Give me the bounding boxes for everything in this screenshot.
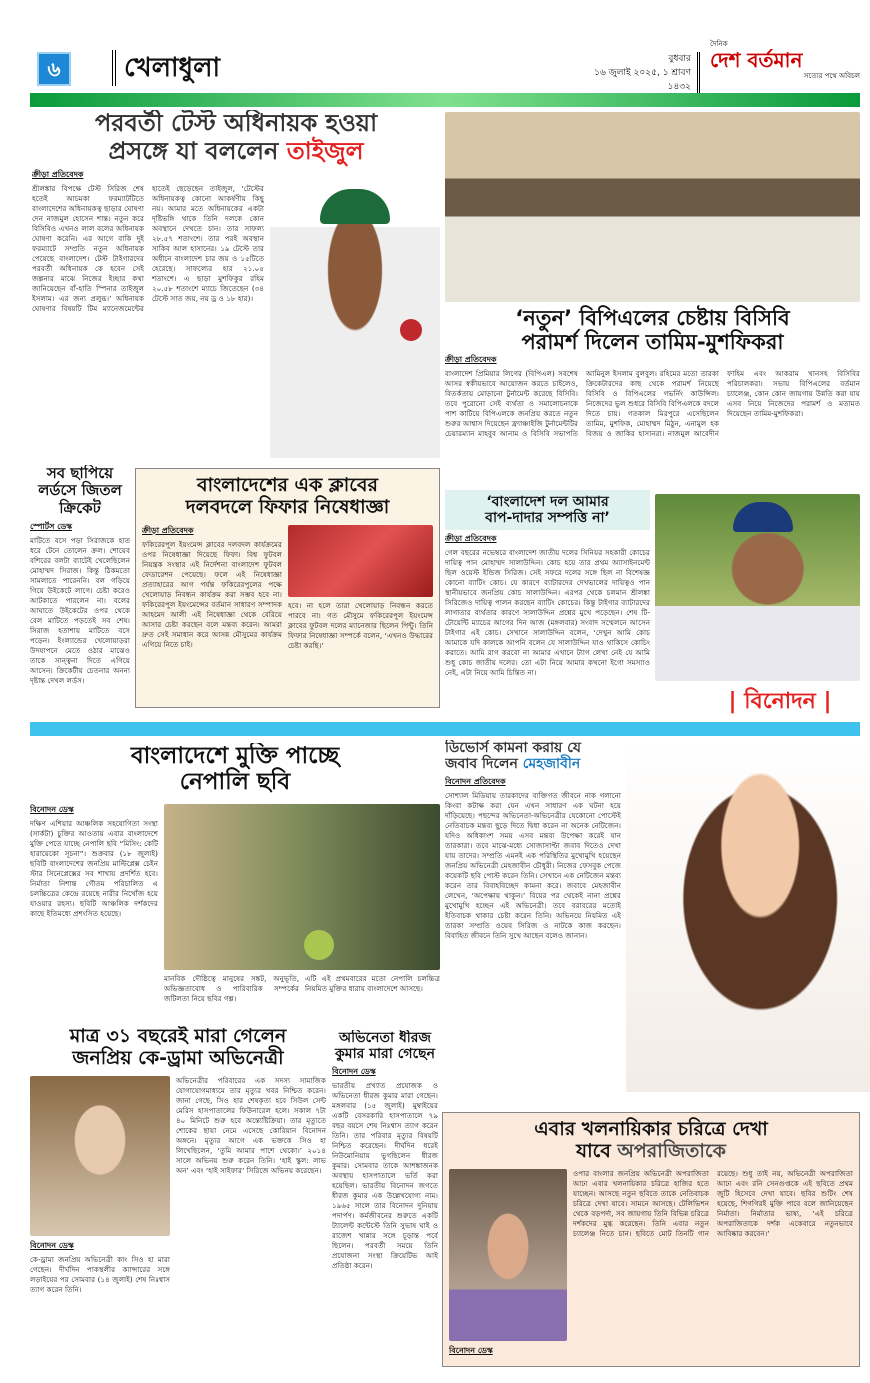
article-fifa — [135, 468, 440, 708]
headline-kdrama[interactable] — [30, 1026, 326, 1070]
byline: ক্রীড়া প্রতিবেদক — [32, 170, 84, 180]
headline-aparajita[interactable] — [449, 1119, 853, 1163]
headline-salahuddin[interactable] — [445, 490, 650, 530]
headline-line: বাংলাদেশের এক ক্লাবের — [197, 474, 378, 496]
article-body: গেল বছরের নভেম্বরে বাংলাদেশ জাতীয় দলের সিনিয়র সহকারী কোচের দায়িত্ব পান মোহাম্মদ সালাউদ্দিন। কোচ হয়ে তার প্রথম অ্যাসাইনমেন্ট ছিল ওয়েস্ট ইন্ডিজ সিরিজ। সেই সফরে দলের সঙ্গে ছিল না বিশেষজ্ঞ কোনো ব্যাটিং কোচ। যে কারণে ব্যাটারদের দেখভালের দায়িত্বও পান স্থানীয়ভাবে জনপ্রিয় কোচ সালাউদ্দিন। এরপর থেকে চলমান শ্রীলঙ্কা সিরিজেও দায়িত্ব পালন করছেন ব্যাটিং কোচের। কিন্তু টাইগার ব্যাটারদের লাগাতার ব্যর্থতার কারণে সালাউদ্দিন প্রশ্নের মুখে পড়েছেন। শেষ টি-টোয়েন্টি ম্যাচের আগের দিন আজ (মঙ্গলবার) সংবাদ সম্মেলনে আসেন টাইগার এই কোচ। সেখানে সালাউদ্দিন বলেন, ‘দেখুন আমি কোচ আমাকে যদি কালকে আপনি বলেন যে সালাউদ্দিন যাও থাকিসে কোচিং করাতে। আমি রাগ করবো না আমার এখানে ট্যাগ লেখা নেই যে আমি শুধু কোচ জাতীয় দলের। তো এটা নিয়ে আমার কখনো ইগো সমস্যাও নেই, এটা নিয়ে আমি চিন্তিত না। — [445, 548, 650, 678]
headline-line: পরবর্তী টেস্ট অধিনায়ক হওয়া — [94, 110, 378, 137]
newspaper-logo — [710, 40, 860, 90]
article-body: দক্ষিণ এশিয়ার আঞ্চলিক সহযোগিতা সংস্থা (সার্কটা) চুক্তির আওতায় এবার বাংলাদেশে মুক্তি পেতে যাচ্ছে নেপালি ছবি “মিসিং: কেটি হারায়েকো সূচনা”। শুক্রবার (১৮ জুলাই) ছবিটি বাংলাদেশের জনপ্রিয় মাল্টিপ্লেক্স চেইন স্টার সিনেপ্লেক্সের সব শাখায় প্রদর্শিত হবে। নির্মাতা নিশান্ত গৌতম পরিচালিত এ চলচ্চিত্রের কেন্দ্রে রয়েছে নারীর নিখোঁজ হয়ে যাওয়ার রহস্য। ছবিটি আঞ্চলিক দর্শকদের কাছে ইতিমধ্যে প্রশংসিত হয়েছে। — [30, 818, 158, 918]
section-title: খেলাধুলা — [112, 50, 220, 86]
entertainment-divider — [30, 722, 860, 736]
article-body: সোশ্যাল মিডিয়ায় তারকাদের ব্যক্তিগত জীবনে নাক গলানো কিংবা কটাক্ষ করা যেন এখন সাধারণ এক ঘটনা হয়ে দাঁড়িয়েছে। পছন্দের অভিনেতা-অভিনেত্রীর যেকোনো পোস্টেই নেতিবাচক মন্তব্য ছুড়ে দিতে দ্বিধা করেন না অনেক নেটিজেন। যদিও অধিকাংশ সময় এসব মন্তব্য উপেক্ষা করেই যান তারকারা। তবে মাঝে-মধ্যে সোজাসাপ্টা জবাব দিতেও দেখা যায় তাদের। সম্প্রতি এমনই এক পরিস্থিতির মুখোমুখি হয়েছেন জনপ্রিয় অভিনেত্রী মেহজাবীন চৌধুরী। নিজের ফেসবুক পেজে কয়েকটি ছবি পোস্ট করেন তিনি। সেখানে এক নেটিজেন মন্তব্য করেন তার বিবাহবিচ্ছেদ কামনা করে। জবাবে মেহজাবীন লেখেন, ‘অপেক্ষায় থাকুন।’ বিয়ের পর থেকেই নানা প্রশ্নের মুখোমুখি হচ্ছেন এই অভিনেত্রী। তবে বরাবরের মতোই ইতিবাচক থাকার চেষ্টা করেন তিনি। অভিনয়ে নিয়মিত এই তারকা সম্প্রতি ওয়েব সিরিজ ও নাটকে কাজ করছেন। বিবাহিত জীবনে তিনি সুখে আছেন বলেও জানান। — [445, 791, 621, 941]
headline-dhiraj[interactable]: অভিনেতা ধীরজ কুমার মারা গেছেন — [335, 1030, 435, 1063]
byline: বিনোদন ডেস্ক — [30, 1240, 74, 1250]
article-lords — [30, 465, 130, 705]
byline: বিনোদন ডেস্ক — [332, 1067, 376, 1077]
headline-line: দলবদলে ফিফার নিষেধাজ্ঞা — [185, 495, 390, 518]
fruit-icon — [304, 930, 334, 960]
section-label-text: বিনোদন — [744, 689, 816, 714]
article-body-continued: অভিনেত্রীর পরিবারের এক সদস্য সামাজিক যোগাযোগমাধ্যমে তার মৃত্যুর খবর নিশ্চিত করেন। জানা গেছে, সিও হার শেষকৃত্য হবে সিউল সেন্ট মেরিস হাসপাতালের ফিউনারেল হলে। সকাল ৭টা ৪০ মিনিটে শুরু হবে অন্ত্যেষ্টিক্রিয়া। তার মৃত্যুতে শোকের ছায়া নেমে এসেছে কোরিয়ান বিনোদন অঙ্গনে। মৃত্যুর আগে এক ভক্তকে সিও হা লিখেছিলেন, ‘তুমি আমার পাশে থেকো।’ ২০১৪ সালে অভিনয় শুরু করেন তিনি। ‘হাই স্কুল: লাভ অন’ এবং ‘হাই সাইফার’ সিরিজে অভিনয় করেছেন। — [176, 1075, 326, 1175]
byline: বিনোদন প্রতিবেদক — [445, 777, 506, 787]
page-number: ৬ — [37, 52, 71, 86]
article-body: কে-ড্রামা জনপ্রিয় অভিনেত্রী কাং সিও হা মারা গেছেন। দীর্ঘদিন পাকস্থলীর ক্যান্সারের সঙ্গে লড়াইয়ের পর সোমবার (১৪ জুলাই) শেষ নিঃশ্বাস ত্যাগ করেন তিনি। — [30, 1254, 170, 1294]
headline-taijul[interactable] — [32, 110, 440, 165]
headline-highlight: তাইজুল — [286, 136, 364, 165]
photo-footballers — [288, 525, 433, 597]
article-body-continued: এটি এই প্রথমবারের মতো নেপালি চলচ্চিত্র নিয়মিত মুক্তির ধারায় বাংলাদেশে আসছে। — [305, 974, 440, 993]
headline-fifa[interactable] — [142, 475, 433, 519]
cap-icon — [320, 189, 390, 224]
article-body: মাটিতে বসে পড়া সিরাজকে হাত ধরে টেনে তোলেন ক্রল। শোয়েব বশিরের বলটা ব্যাটেই খেলেছিলেন মোহাম্মদ সিরাজ। কিন্তু ঠিকমতো সামলাতে পারেননি। বল গড়িয়ে গিয়ে উইকেটে লাগে। চেষ্টা করেও আটকাতে পারলেন না। বলের আঘাতে উইকেটের ওপর থেকে বেল মাটিতে পড়তেই সব শেষ। সিরাজ হতাশায় মাটিতে বসে পড়েন। ইংল্যান্ডের খেলোয়াড়রা উদযাপনে মেতে ওঠার মাঝেও তাকে সান্ত্বনা দিতে এগিয়ে আসেন। ক্রিকেটীয় চেতনার অনন্য দৃষ্টান্ত দেখল লর্ডস। — [30, 535, 130, 685]
byline: বিনোদন ডেস্ক — [449, 1346, 493, 1355]
headline-mehzabin[interactable] — [445, 740, 621, 772]
headline-line: প্রসঙ্গে যা বললেন — [108, 136, 279, 165]
photo-mehzabin — [626, 740, 870, 1092]
article-body: বাংলাদেশ প্রিমিয়ার লিগের (বিপিএল) সবশেষ আসর স্বকীয়ভাবে আয়োজন করতে চাইলেও, বিতর্কতায় মোড়ানো টুর্নামেন্ট করেছে বিসিবি। তবে পুরোনো সেই ব্যর্থতা ও সমালোচনাকে পাশ কাটিয়ে বিপিএলকে জনপ্রিয় করতে নতুন শুরুর আশ্বাস দিয়েছেন ফ্র্যাঞ্চাইজি টুর্নামেন্টটির চেয়ারম্যান মাহবুব আনাম ও বিসিবি সভাপতি আমিনুল ইসলাম বুলবুল। রহিমের মতো তারকা ক্রিকেটারদের কাছ থেকে পরামর্শ নিয়েছে বিসিবি ও বিপিএলের গভর্নিং কাউন্সিল। নিজেদের ভুল শুধরে বিসিবি বিপিএলকে বদলে দিতে চায়। গতকাল মিরপুরে এসেছিলেন তামিম, মুশফিক, মোহাম্মদ মিঠুন, এনামুল হক বিজয় ও জাকির হাসানরা। নাজমুল আবেদীন ফাহিম এবং আকরাম খানসহ বিসিবির পরিচালকরা। সভায় বিপিএলের বর্তমান চ্যালেঞ্জ, কোন কোন জায়গায় উন্নতি করা যায় এসব নিয়ে নিজেদের পরামর্শ ও মতামত দিয়েছেন তামিম-মুশফিকরা। — [445, 369, 860, 439]
day: বুধবার — [668, 54, 691, 64]
headline-lords[interactable]: সব ছাপিয়ে লর্ডসে জিতল ক্রিকেট — [38, 465, 122, 517]
headline-bpl[interactable] — [445, 306, 860, 354]
byline: ক্রীড়া প্রতিবেদক — [445, 534, 497, 544]
article-dhiraj — [332, 1030, 438, 1365]
headline-line: যাবে — [576, 1139, 611, 1162]
headline-highlight: মেহজাবীন — [522, 756, 581, 773]
article-bpl — [445, 112, 860, 480]
cricket-ball-icon — [400, 319, 422, 341]
headline-highlight: অপরাজিতাকে — [617, 1139, 726, 1162]
photo-taijul — [270, 169, 440, 458]
headline-line: বাংলাদেশে মুক্তি পাচ্ছে — [130, 743, 340, 769]
article-kdrama — [30, 1026, 326, 1366]
headline-line: ‘নতুন’ বিপিএলের চেষ্টায় বিসিবি — [515, 306, 790, 330]
byline: ক্রীড়া প্রতিবেদক — [142, 525, 194, 535]
article-salahuddin — [445, 490, 650, 683]
article-body: শ্রীলঙ্কার বিপক্ষে টেস্ট সিরিজ শেষ হতেই আচমকা ফরম্যাটটিতে বাংলাদেশের অধিনায়কত্ব ছাড়ার ঘোষণা দেন নাজমুল হোসেন শান্ত। নতুন করে বিসিবিও এখনও লাল বলের অধিনায়ক ঘোষণা করেনি। এর আগে বাকি দুই ফরম্যাটে সম্প্রতি নতুন অধিনায়ক পেয়েছে বাংলাদেশ। টেস্ট টাইগারদের পরবর্তী অধিনায়ক কে হবেন সেই জল্পনার মাঝে নিজের ইচ্ছার কথা জানিয়েছেন বাঁ-হাতি স্পিনার তাইজুল ইসলাম। এর জন্য প্রলুব্ধ।’ অধিনায়ক ঘোষণার বিষয়টি টিম ম্যানেজমেন্টের হাতেই ছেড়েছেন তাইজুল, ‘টেস্টের অধিনায়কত্ব কোনো আকর্ষণীয় কিছু নয়। আমার মতে অধিনায়কের একটা দৃষ্টিভঙ্গি থাকে তিনি দলকে কোন অবস্থানে দেখতে চান। তার সাফল্য ২৮.৫৭ শতাংশে। তার পরই অবস্থান সাকিব আল হাসানের। ১৯ টেস্টে তার অধীনে বাংলাদেশ চার জয় ও ১৫টিতে হেরেছে। সাফল্যের হার ২১.০৫ শতাংশে। এ ছাড়া মুশফিকুর রহিম ২০.৫৮ শতাংশে ম্যাচে জিতেছেন (৩৪ টেস্টে সাত জয়, নয় ড্র ও ১৮ হার)। — [32, 184, 264, 314]
article-taijul — [32, 110, 440, 458]
headline-line: জনপ্রিয় কে-ড্রামা অভিনেত্রী — [72, 1046, 284, 1069]
article-mehzabin — [445, 740, 621, 1102]
date-block — [590, 52, 700, 94]
header-divider — [30, 93, 860, 107]
article-nepali-film — [30, 743, 440, 1018]
article-body: ভারতীয় প্রখ্যাত প্রযোজক ও অভিনেতা ধীরজ কুমার মারা গেছেন। মঙ্গলবার (১৫ জুলাই) মুম্বাইয়ের একটি বেসরকারি হাসপাতালে ৭৯ বছর বয়সে শেষ নিঃশ্বাস ত্যাগ করেন তিনি। তার পরিবার মৃত্যুর বিষয়টি নিশ্চিত করেছেন। দীর্ঘদিন ধরেই নিউমোনিয়ায় ভুগছিলেন ধীরজ কুমার। সোমবার তাকে আশঙ্কাজনক অবস্থায় হাসপাতালে ভর্তি করা হয়েছিল। ভারতীয় বিনোদন জগতে ধীরজ কুমার এক উল্লেখযোগ্য নাম। ১৯৬৫ সালে তার বিনোদন দুনিয়ায় পদার্পণ। কর্মজীবনের শুরুতে একটি ট্যালেন্ট কন্টেস্টে তিনি সুভাষ ঘাই ও রাজেশ খান্নার সঙ্গে চূড়ান্ত পর্বে ছিলেন। পরবর্তী সময়ে তিনি প্রযোজনা সংস্থা ক্রিয়েটিভ আই প্রতিষ্ঠা করেন। — [332, 1081, 438, 1271]
article-body: ফকিরেরপুল ইয়ংমেন্স ক্লাবের দলবদল কার্যক্রমের ওপর নিষেধাজ্ঞা দিয়েছে ফিফা। বিশ্ব ফুটবল নিয়ন্ত্রক সংস্থার এই নির্দেশনা বাংলাদেশ ফুটবল ফেডারেশন পেয়েছে। ফলে এই নিষেধাজ্ঞা প্রত্যাহারের আগ পর্যন্ত ফকিরেরপুলের পক্ষে খেলোয়াড় নিবন্ধন কার্যক্রম করা সম্ভব হবে না। ফকিরেরপুল ইয়ংমেন্সের বর্তমান সাধারণ সম্পাদক আহমেদ আলী এই নিষেধাজ্ঞা থেকে বেরিয়ে আসার চেষ্টা করছেন বলে মন্তব্য করেন। আমরা দ্রুত সেই সমাধান করে আসন্ন মৌসুমের কার্যক্রম এগিয়ে নিতে চাই। — [142, 539, 282, 649]
photo-nepali-film — [164, 804, 440, 970]
date: ১৬ জুলাই ২০২৫, ১ শ্রাবণ ১৪৩২ — [594, 68, 691, 92]
headline-line: পরামর্শ দিলেন তামিম-মুশফিকরা — [521, 330, 784, 355]
headline-line: বাপ-দাদার সম্পত্তি না’ — [485, 510, 610, 527]
logo-small: দৈনিক — [710, 40, 728, 48]
byline: ক্রীড়া প্রতিবেদক — [445, 355, 497, 365]
cap-icon — [733, 502, 793, 532]
headline-line: ডিভোর্স কামনা করায় যে — [445, 740, 581, 756]
headline-line: জবাব দিলেন — [445, 756, 518, 773]
headline-line: ‘বাংলাদেশ দল আমার — [486, 494, 609, 510]
logo-tagline: সত্যের পথে অবিচল — [803, 72, 860, 80]
photo-aparajita — [449, 1169, 567, 1341]
byline: স্পোর্টস ডেস্ক — [30, 521, 73, 531]
article-body-continued: হবে। না হলে তারা খেলোয়াড় নিবন্ধন করতে পারবে না। গত মৌসুমে ফকিরেরপুল ইয়ংমেন্স ক্লাবের ফুটবল দলের ম্যানেজার ছিলেন পিন্টু। তিনি ফিফার নিষেধাজ্ঞা সম্পর্কে বলেন, ‘এখনও উদ্ধারের চেষ্টা করছি।’ — [288, 600, 433, 650]
byline: বিনোদন ডেস্ক — [30, 804, 74, 814]
headline-line: মাত্র ৩১ বছরেই মারা গেলেন — [69, 1026, 287, 1047]
photo-bpl-meeting — [445, 112, 860, 302]
photo-salahuddin — [655, 494, 860, 681]
article-aparajita — [442, 1112, 860, 1367]
article-body: ওপার বাংলার জনপ্রিয় অভিনেত্রী অপরাজিতা আঢ্য এবার খলনায়িকার চরিত্রে হাজির হতে যাচ্ছেন। আসছে নতুন ছবিতে তাকে নেতিবাচক চরিত্রে দেখা যাবে। সামনে আসছে। টেলিভিশন থেকে বড়পর্দা, সব জায়গায় তিনি বিভিন্ন চরিত্রে দর্শকদের মুগ্ধ করেছেন। তিনি এবার নতুন চ্যালেঞ্জ নিতে চান। ছবিতে মোট তিনটি গান রয়েছে। শুধু তাই নয়, অভিনেত্রী অপরাজিতা আঢ্য এবং রনি সেনগুপ্তকে এই ছবিতে প্রথম জুটি হিসেবে দেখা যাবে। ছবির শুটিং শেষ হয়েছে, শিগগিরই মুক্তি পাবে বলে জানিয়েছেন নির্মাতা। নির্মাতার ভাষ্য, ‘এই চরিত্রে অপরাজিতাকে দর্শক একেবারে নতুনভাবে আবিষ্কার করবেন।’ — [573, 1168, 853, 1238]
article-body-continued: মানবিক দৌষ্ঠিত্বে মানুষের সঙ্কট, অনুভূতি, অভিজ্ঞতাবোধ ও পারিবারিক সম্পর্কের জটিলতা নিয়ে ছবির গল্প। — [164, 974, 299, 1003]
headline-line: এবার খলনায়িকার চরিত্রে দেখা — [534, 1118, 768, 1140]
headline-line: নেপালি ছবি — [179, 769, 291, 796]
photo-kang-seo-ha — [30, 1076, 170, 1236]
logo-text: দেশ বর্তমান — [710, 49, 803, 71]
headline-nepali-film[interactable] — [30, 743, 440, 796]
entertainment-section-label: | বিনোদন | — [728, 689, 832, 714]
